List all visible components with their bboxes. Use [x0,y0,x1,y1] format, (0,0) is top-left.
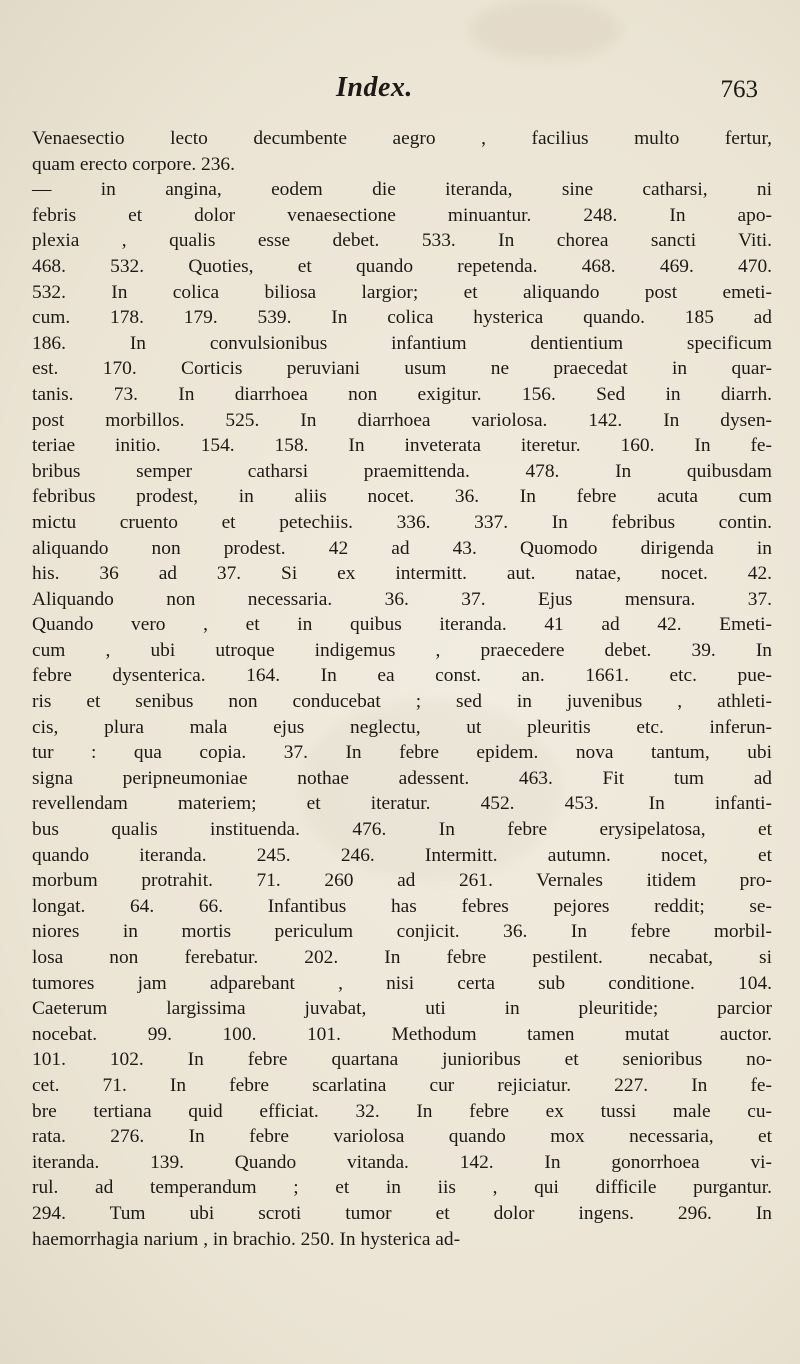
entry-line: quando iteranda. 245. 246. Intermitt. autumn. nocet, et [32,844,772,866]
entry-line: bre tertiana quid efficiat. 32. In febre ex tussi male cu- [32,1100,772,1122]
paper-stain [470,0,620,60]
entry-line: quam erecto corpore. 236. [32,153,235,175]
entry-line: mictu cruento et petechiis. 336. 337. In febribus contin. [32,511,772,533]
entry-line: Caeterum largissima juvabat, uti in pleuritide; parcior [32,998,772,1020]
entry-line: revellendam materiem; et iteratur. 452. 453. In infanti- [32,793,772,815]
entry-line: cum , ubi utroque indigemus , praecedere debet. 39. In [32,639,772,661]
entry-line: Venaesectio lecto decumbente aegro , facilius multo fertur, [32,128,772,149]
entry-line: est. 170. Corticis peruviani usum ne praecedat in quar- [32,358,772,380]
entry-line: his. 36 ad 37. Si ex intermitt. aut. natae, nocet. 42. [32,563,772,585]
entry-line: 532. In colica biliosa largior; et aliquando post emeti- [32,281,772,303]
entry-line: tanis. 73. In diarrhoea non exigitur. 156. Sed in diarrh. [32,383,772,405]
entry-line: — in angina, eodem die iteranda, sine catharsi, ni [32,179,772,201]
entry-line: 294. Tum ubi scroti tumor et dolor ingens. 296. In [32,1202,772,1224]
entry-line: febre dysenterica. 164. In ea const. an. 1661. etc. pue- [32,665,772,687]
entry-line: cum. 178. 179. 539. In colica hysterica quando. 185 ad [32,307,772,329]
entry-line: plexia , qualis esse debet. 533. In chorea sancti Viti. [32,230,772,252]
entry-line: Aliquando non necessaria. 36. 37. Ejus mensura. 37. [32,588,772,610]
entry-line: rata. 276. In febre variolosa quando mox necessaria, et [32,1126,772,1148]
page-number: 763 [720,76,758,103]
entry-line: losa non ferebatur. 202. In febre pestilent. necabat, si [32,947,772,968]
entry-line: niores in mortis periculum conjicit. 36. In febre morbil- [32,921,772,943]
page-header [0,72,800,112]
entry-line: morbum protrahit. 71. 260 ad 261. Vernales itidem pro- [32,870,772,892]
index-entry-venaesectio [32,126,772,1252]
entry-line: rul. ad temperandum ; et in iis , qui difficile purgantur. [32,1177,772,1199]
entry-line: teriae initio. 154. 158. In inveterata iteretur. 160. In fe- [32,435,772,457]
entry-line: cet. 71. In febre scarlatina cur rejiciatur. 227. In fe- [32,1074,772,1096]
entry-line: Quando vero , et in quibus iteranda. 41 ad 42. Emeti- [32,614,772,636]
entry-line: aliquando non prodest. 42 ad 43. Quomodo dirigenda in [32,537,772,559]
entry-line: bribus semper catharsi praemittenda. 478. In quibusdam [32,460,772,482]
entry-line: 468. 532. Quoties, et quando repetenda. 468. 469. 470. [32,255,772,277]
entry-line: iteranda. 139. Quando vitanda. 142. In gonorrhoea vi- [32,1151,772,1173]
entry-line: longat. 64. 66. Infantibus has febres pejores reddit; se- [32,895,772,917]
entry-line: 101. 102. In febre quartana junioribus et senioribus no- [32,1049,772,1071]
running-title: Index. [336,72,413,103]
entry-line: bus qualis instituenda. 476. In febre erysipelatosa, et [32,819,772,841]
entry-line: febris et dolor venaesectione minuantur. 248. In apo- [32,204,772,226]
entry-line: 186. In convulsionibus infantium dentientium specificum [32,332,772,354]
entry-line: ris et senibus non conducebat ; sed in juvenibus , athleti- [32,691,772,713]
entry-line: febribus prodest, in aliis nocet. 36. In febre acuta cum [32,486,772,508]
entry-line: nocebat. 99. 100. 101. Methodum tamen mutat auctor. [32,1023,772,1045]
entry-line: signa peripneumoniae nothae adessent. 463. Fit tum ad [32,767,772,789]
entry-line: tur : qua copia. 37. In febre epidem. nova tantum, ubi [32,742,772,764]
entry-line: haemorrhagia narium , in brachio. 250. In hysterica ad- [32,1228,461,1250]
entry-line: cis, plura mala ejus neglectu, ut pleuritis etc. inferun- [32,716,772,738]
entry-line: tumores jam adparebant , nisi certa sub conditione. 104. [32,972,772,994]
entry-line: post morbillos. 525. In diarrhoea variolosa. 142. In dysen- [32,409,772,431]
